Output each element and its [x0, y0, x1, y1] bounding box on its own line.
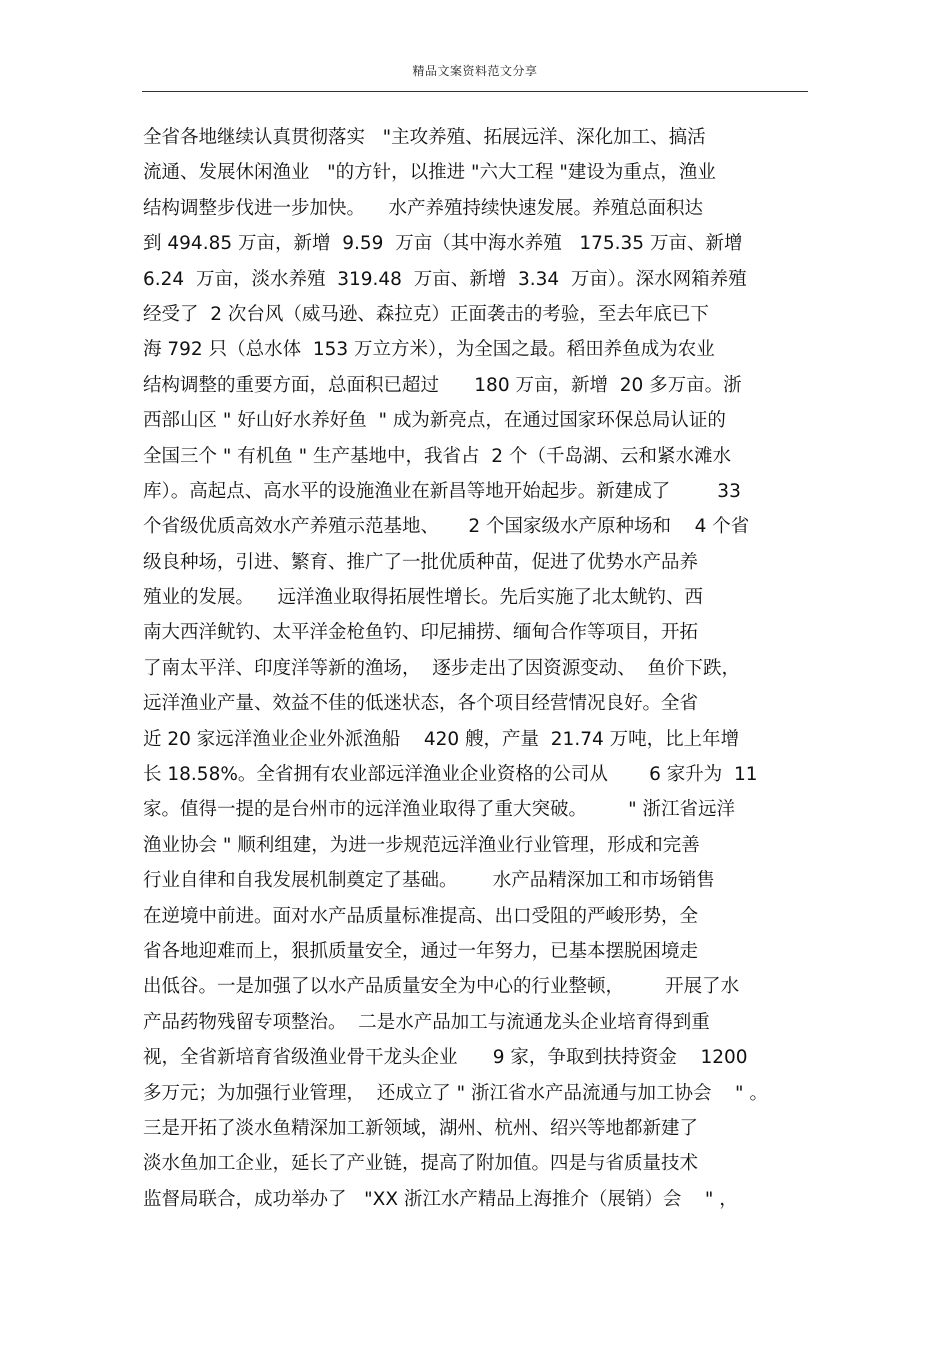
text-line: 全省各地继续认真贯彻落实 "主攻养殖、拓展远洋、深化加工、搞活: [143, 127, 706, 148]
text-line: 长 18.58%。全省拥有农业部远洋渔业企业资格的公司从 6 家升为 11: [143, 764, 758, 786]
text-line: 淡水鱼加工企业，延长了产业链，提高了附加值。四是与省质量技术: [143, 1153, 699, 1175]
text-line: 出低谷。一是加强了以水产品质量安全为中心的行业整顿， 开展了水: [143, 976, 740, 998]
text-line: 近 20 家远洋渔业企业外派渔船 420 艘，产量 21.74 万吨，比上年增: [143, 728, 740, 750]
text-line: 监督局联合，成功举办了 "XX 浙江水产精品上海推介（展销）会 " ，: [143, 1188, 738, 1210]
text-line: 多万元；为加强行业管理， 还成立了 " 浙江省水产品流通与加工协会 " 。: [143, 1082, 768, 1104]
header-divider: [142, 91, 808, 92]
text-line: 视，全省新培育省级渔业骨干龙头企业 9 家，争取到扶持资金 1200: [143, 1047, 748, 1069]
text-line: 流通、发展休闲渔业 "的方针，以推进 "六大工程 "建设为重点，渔业: [143, 162, 716, 184]
text-line: 个省级优质高效水产养殖示范基地、 2 个国家级水产原种场和 4 个省: [143, 516, 750, 538]
text-line: 省各地迎难而上，狠抓质量安全，通过一年努力，已基本摆脱困境走: [143, 940, 699, 962]
page-header-title: 精品文案资料范文分享: [412, 64, 538, 78]
document-body: [143, 120, 823, 1217]
text-line: 殖业的发展。 远洋渔业取得拓展性增长。先后实施了北太鱿钓、西: [143, 587, 704, 609]
text-line: 远洋渔业产量、效益不佳的低迷状态，各个项目经营情况良好。全省: [143, 693, 699, 715]
text-line: 家。值得一提的是台州市的远洋渔业取得了重大突破。 " 浙江省远洋: [143, 799, 736, 821]
text-line: 三是开拓了淡水鱼精深加工新领域，湖州、杭州、绍兴等地都新建了: [143, 1117, 699, 1139]
text-line: 级良种场，引进、繁育、推广了一批优质种苗，促进了优势水产品养: [143, 551, 699, 573]
text-line: 渔业协会 " 顺利组建，为进一步规范远洋渔业行业管理，形成和完善: [143, 834, 700, 856]
text-line: 库）。高起点、高水平的设施渔业在新昌等地开始起步。新建成了 33: [143, 480, 741, 502]
text-line: 海 792 只（总水体 153 万立方米），为全国之最。稻田养鱼成为农业: [143, 339, 715, 361]
text-line: 到 494.85 万亩，新增 9.59 万亩（其中海水养殖 175.35 万亩、新增: [143, 233, 743, 255]
text-line: 西部山区 " 好山好水养好鱼 " 成为新亮点，在通过国家环保总局认证的: [143, 410, 726, 432]
text-line: 结构调整步伐进一步加快。 水产养殖持续快速发展。养殖总面积达: [143, 197, 704, 219]
text-line: 结构调整的重要方面，总面积已超过 180 万亩，新增 20 多万亩。浙: [143, 374, 742, 396]
text-line: 产品药物残留专项整治。 二是水产品加工与流通龙头企业培育得到重: [143, 1011, 710, 1033]
text-line: 6.24 万亩，淡水养殖 319.48 万亩、新增 3.34 万亩）。深水网箱养殖: [143, 268, 747, 290]
text-line: 经受了 2 次台风（威马逊、森拉克）正面袭击的考验，至去年底已下: [143, 303, 709, 325]
text-line: 了南太平洋、印度洋等新的渔场， 逐步走出了因资源变动、 鱼价下跌，: [143, 657, 741, 679]
text-line: 在逆境中前进。面对水产品质量标准提高、出口受阻的严峻形势，全: [143, 905, 699, 927]
text-line: 南大西洋鱿钓、太平洋金枪鱼钓、印尼捕捞、缅甸合作等项目，开拓: [143, 622, 699, 644]
text-line: 行业自律和自我发展机制奠定了基础。 水产品精深加工和市场销售: [143, 870, 715, 892]
text-line: 全国三个 " 有机鱼 " 生产基地中，我省占 2 个（千岛湖、云和紧水滩水: [143, 445, 731, 467]
